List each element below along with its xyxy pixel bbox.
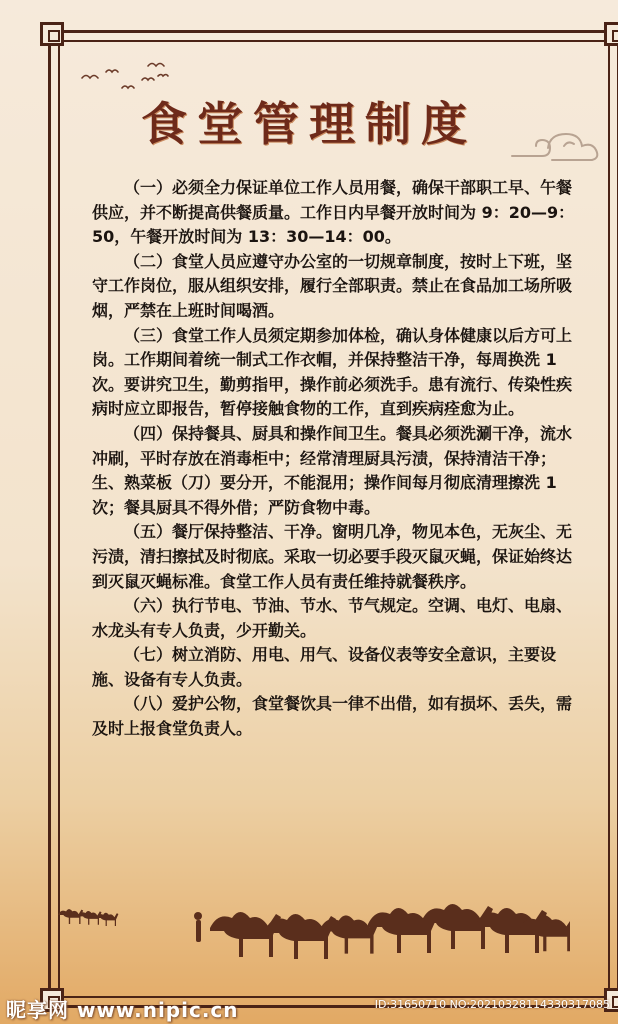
rule-paragraph-4: （四）保持餐具、厨具和操作间卫生。餐具必须洗涮干净，流水冲刷，平时存放在消毒柜中；经常清理厨具污渍，保持清洁干净；生、熟菜板（刀）要分开，不能混用；操作间每月彻底清理擦洗 1 次；餐具厨具不得外借；严防食物中毒。 (92, 423, 573, 517)
image-id-watermark: ID:31650710 NO:20210328114330317085 (374, 998, 610, 1011)
rule-paragraph-3: （三）食堂工作人员须定期参加体检，确认身体健康以后方可上岗。工作期间着统一制式工作衣帽，并保持整洁干净，每周换洗 1 次。要讲究卫生，勤剪指甲，操作前必须洗手。患有流行、传染性疾病时应立即报告，暂停接触食物的工作，直到疾病痊愈为止。 (92, 325, 573, 419)
corner-ornament-top-left (40, 22, 64, 46)
page-title: 食堂管理制度 (141, 97, 477, 151)
rules-body (92, 176, 584, 742)
camel-caravan-icon (50, 890, 570, 960)
rule-paragraph-6: （六）执行节电、节油、节水、节气规定。空调、电灯、电扇、水龙头有专人负责，少开勤关。 (92, 596, 573, 640)
corner-ornament-top-right (604, 22, 618, 46)
cloud-icon (508, 124, 608, 166)
rule-paragraph-7: （七）树立消防、用电、用气、设备仪表等安全意识，主要设施、设备有专人负责。 (92, 645, 557, 689)
rule-paragraph-8: （八）爱护公物，食堂餐饮具一律不出借，如有损坏、丢失，需及时上报食堂负责人。 (92, 694, 573, 739)
rule-paragraph-2: （二）食堂人员应遵守办公室的一切规章制度，按时上下班，坚守工作岗位，服从组织安排，履行全部职责。禁止在食品加工场所吸烟，严禁在上班时间喝酒。 (92, 251, 573, 320)
site-watermark: 昵享网 www.nipic.cn (6, 998, 239, 1022)
rule-paragraph-1: （一）必须全力保证单位工作人员用餐，确保干部职工早、午餐供应，并不断提高供餐质量。工作日内早餐开放时间为 9：20—9：50，午餐开放时间为 13：30—14：00。 (92, 178, 575, 247)
rule-paragraph-5: （五）餐厅保持整洁、干净。窗明几净，物见本色，无灰尘、无污渍，清扫擦拭及时彻底。采取一切必要手段灭鼠灭蝇，保证始终达到灭鼠灭蝇标准。食堂工作人员有责任维持就餐秩序。 (92, 522, 573, 591)
